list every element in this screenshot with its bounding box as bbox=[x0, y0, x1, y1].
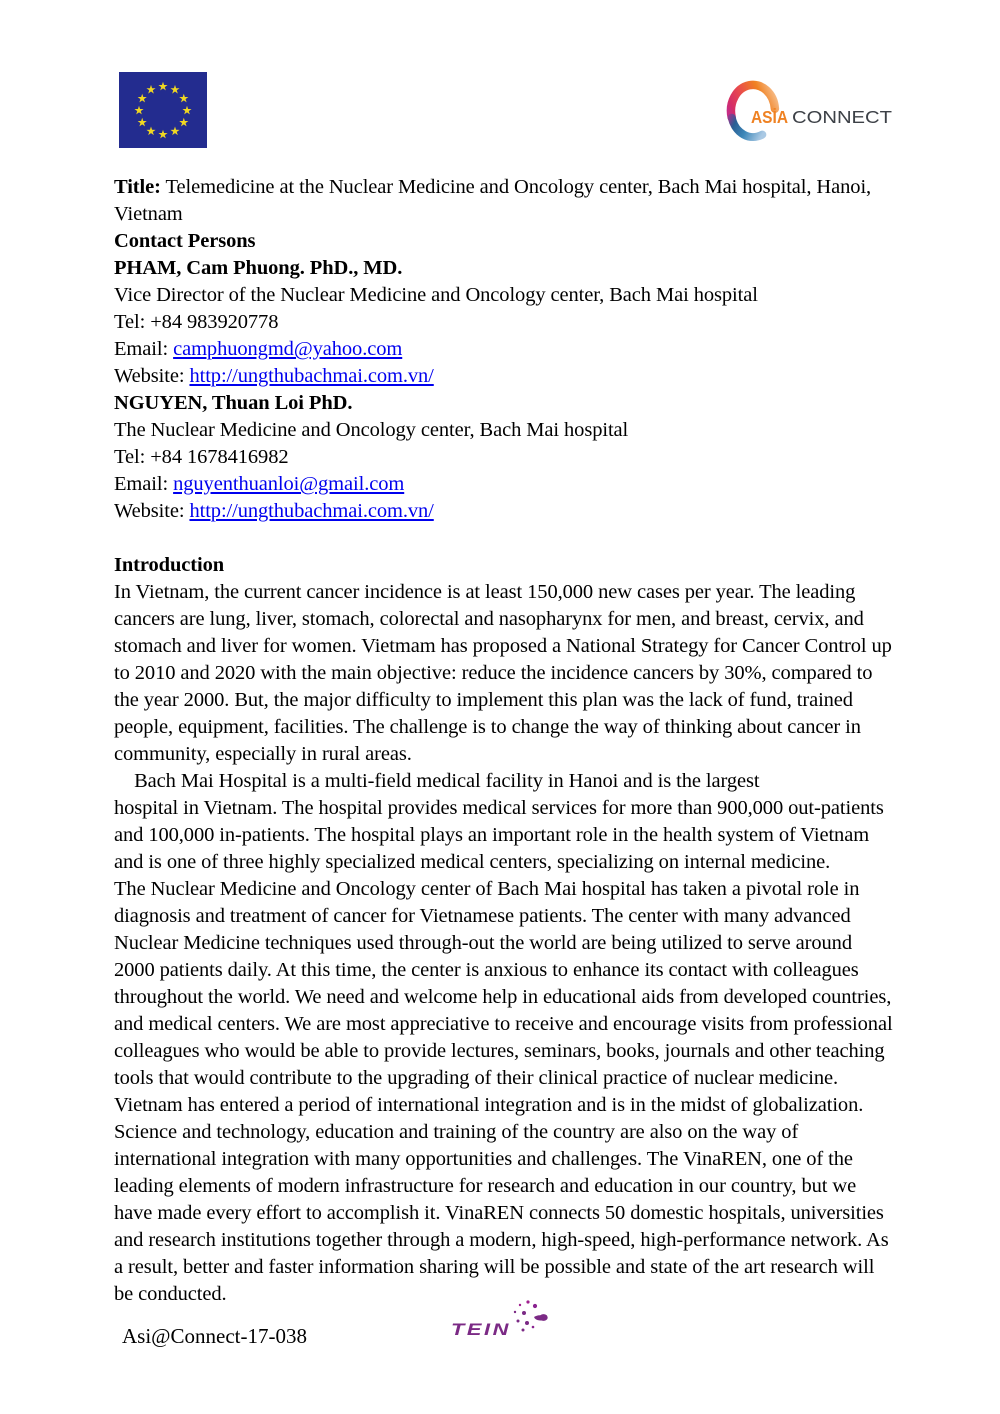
intro-line: people, equipment, facilities. The challenge is to change the way of thinking about cancer in bbox=[114, 716, 861, 738]
contact-website-line bbox=[114, 363, 914, 390]
title-text: Telemedicine at the Nuclear Medicine and Oncology center, Bach Mai hospital, Hanoi, bbox=[160, 176, 872, 198]
intro-line: a result, better and faster information sharing will be possible and state of the art research will bbox=[114, 1256, 875, 1278]
contact-name: PHAM, Cam Phuong. PhD., MD. bbox=[114, 257, 403, 279]
blank-line bbox=[114, 525, 914, 552]
intro-line: Bach Mai Hospital is a multi-field medical facility in Hanoi and is the largest bbox=[114, 770, 760, 792]
contact-tel: Tel: +84 983920778 bbox=[114, 311, 279, 333]
intro-line: and research institutions together through a modern, high-speed, high-performance network. As bbox=[114, 1229, 889, 1251]
intro-line: colleagues who would be able to provide lectures, seminars, books, journals and other teaching bbox=[114, 1040, 885, 1062]
website-label: Website: bbox=[114, 365, 190, 387]
contact-email-line bbox=[114, 336, 914, 363]
intro-line: and is one of three highly specialized medical centers, specializing on internal medicine. bbox=[114, 851, 831, 873]
contact-email-line bbox=[114, 471, 914, 498]
contact-persons-heading: Contact Persons bbox=[114, 230, 256, 252]
asiaconnect-logo bbox=[726, 78, 896, 150]
connect-wordmark: CONNECT bbox=[792, 107, 893, 127]
email-link-nguyen[interactable]: nguyenthuanloi@gmail.com bbox=[173, 473, 405, 495]
intro-line: and 100,000 in-patients. The hospital plays an important role in the health system of Vietnam bbox=[114, 824, 870, 846]
intro-line: Nuclear Medicine techniques used through-out the world are being utilized to serve around bbox=[114, 932, 852, 954]
intro-line: diagnosis and treatment of cancer for Vietnamese patients. The center with many advanced bbox=[114, 905, 851, 927]
intro-line: leading elements of modern infrastructure for research and education in our country, but we bbox=[114, 1175, 857, 1197]
intro-line: community, especially in rural areas. bbox=[114, 743, 412, 765]
website-link-pham[interactable]: http://ungthubachmai.com.vn/ bbox=[189, 365, 434, 387]
title-line bbox=[114, 174, 914, 201]
intro-line: Science and technology, education and training of the country are also on the way of bbox=[114, 1121, 799, 1143]
eu-flag-logo bbox=[119, 72, 207, 148]
intro-line: Vietnam has entered a period of international integration and is in the midst of globalization. bbox=[114, 1094, 864, 1116]
email-link-pham[interactable]: camphuongmd@yahoo.com bbox=[173, 338, 403, 360]
contact-website-line bbox=[114, 498, 914, 525]
intro-line: international integration with many opportunities and challenges. The VinaREN, one of the bbox=[114, 1148, 853, 1170]
contact-role: The Nuclear Medicine and Oncology center, Bach Mai hospital bbox=[114, 419, 629, 441]
intro-line: be conducted. bbox=[114, 1283, 227, 1305]
document-body bbox=[114, 174, 914, 1308]
website-link-nguyen[interactable]: http://ungthubachmai.com.vn/ bbox=[189, 500, 434, 522]
intro-line: stomach and liver for women. Vietmam has proposed a National Strategy for Cancer Control up bbox=[114, 635, 892, 657]
intro-line: hospital in Vietnam. The hospital provides medical services for more than 900,000 out-patients bbox=[114, 797, 884, 819]
intro-line: The Nuclear Medicine and Oncology center of Bach Mai hospital has taken a pivotal role in bbox=[114, 878, 860, 900]
email-label: Email: bbox=[114, 473, 174, 495]
introduction-heading: Introduction bbox=[114, 554, 225, 576]
intro-line: In Vietnam, the current cancer incidence is at least 150,000 new cases per year. The leading bbox=[114, 581, 856, 603]
intro-line: 2000 patients daily. At this time, the center is anxious to enhance its contact with colleagues bbox=[114, 959, 859, 981]
tein-wordmark: TEIN bbox=[451, 1320, 511, 1339]
website-label: Website: bbox=[114, 500, 190, 522]
project-code: Asi@Connect-17-038 bbox=[122, 1324, 307, 1348]
intro-line: the year 2000. But, the major difficulty to implement this plan was the lack of fund, trained bbox=[114, 689, 853, 711]
contact-tel: Tel: +84 1678416982 bbox=[114, 446, 289, 468]
intro-line: tools that would contribute to the upgrading of their clinical practice of nuclear medicine. bbox=[114, 1067, 838, 1089]
contact-name: NGUYEN, Thuan Loi PhD. bbox=[114, 392, 353, 414]
title-line-2: Vietnam bbox=[114, 203, 183, 225]
title-label: Title: bbox=[114, 176, 161, 198]
intro-line: to 2010 and 2020 with the main objective: reduce the incidence cancers by 30%, compared to bbox=[114, 662, 873, 684]
tein-spark-icon bbox=[514, 1300, 548, 1331]
contact-role: Vice Director of the Nuclear Medicine and Oncology center, Bach Mai hospital bbox=[114, 284, 758, 306]
intro-line: throughout the world. We need and welcome help in educational aids from developed countries, bbox=[114, 986, 892, 1008]
asia-wordmark: ASİA bbox=[751, 107, 789, 127]
tein-logo bbox=[448, 1292, 553, 1344]
intro-line: cancers are lung, liver, stomach, colorectal and nasopharynx for men, and breast, cervix, and bbox=[114, 608, 864, 630]
intro-line: have made every effort to accomplish it. VinaREN connects 50 domestic hospitals, universities bbox=[114, 1202, 884, 1224]
email-label: Email: bbox=[114, 338, 174, 360]
intro-line: and medical centers. We are most appreciative to receive and encourage visits from professional bbox=[114, 1013, 893, 1035]
introduction-paragraph bbox=[114, 579, 914, 1308]
